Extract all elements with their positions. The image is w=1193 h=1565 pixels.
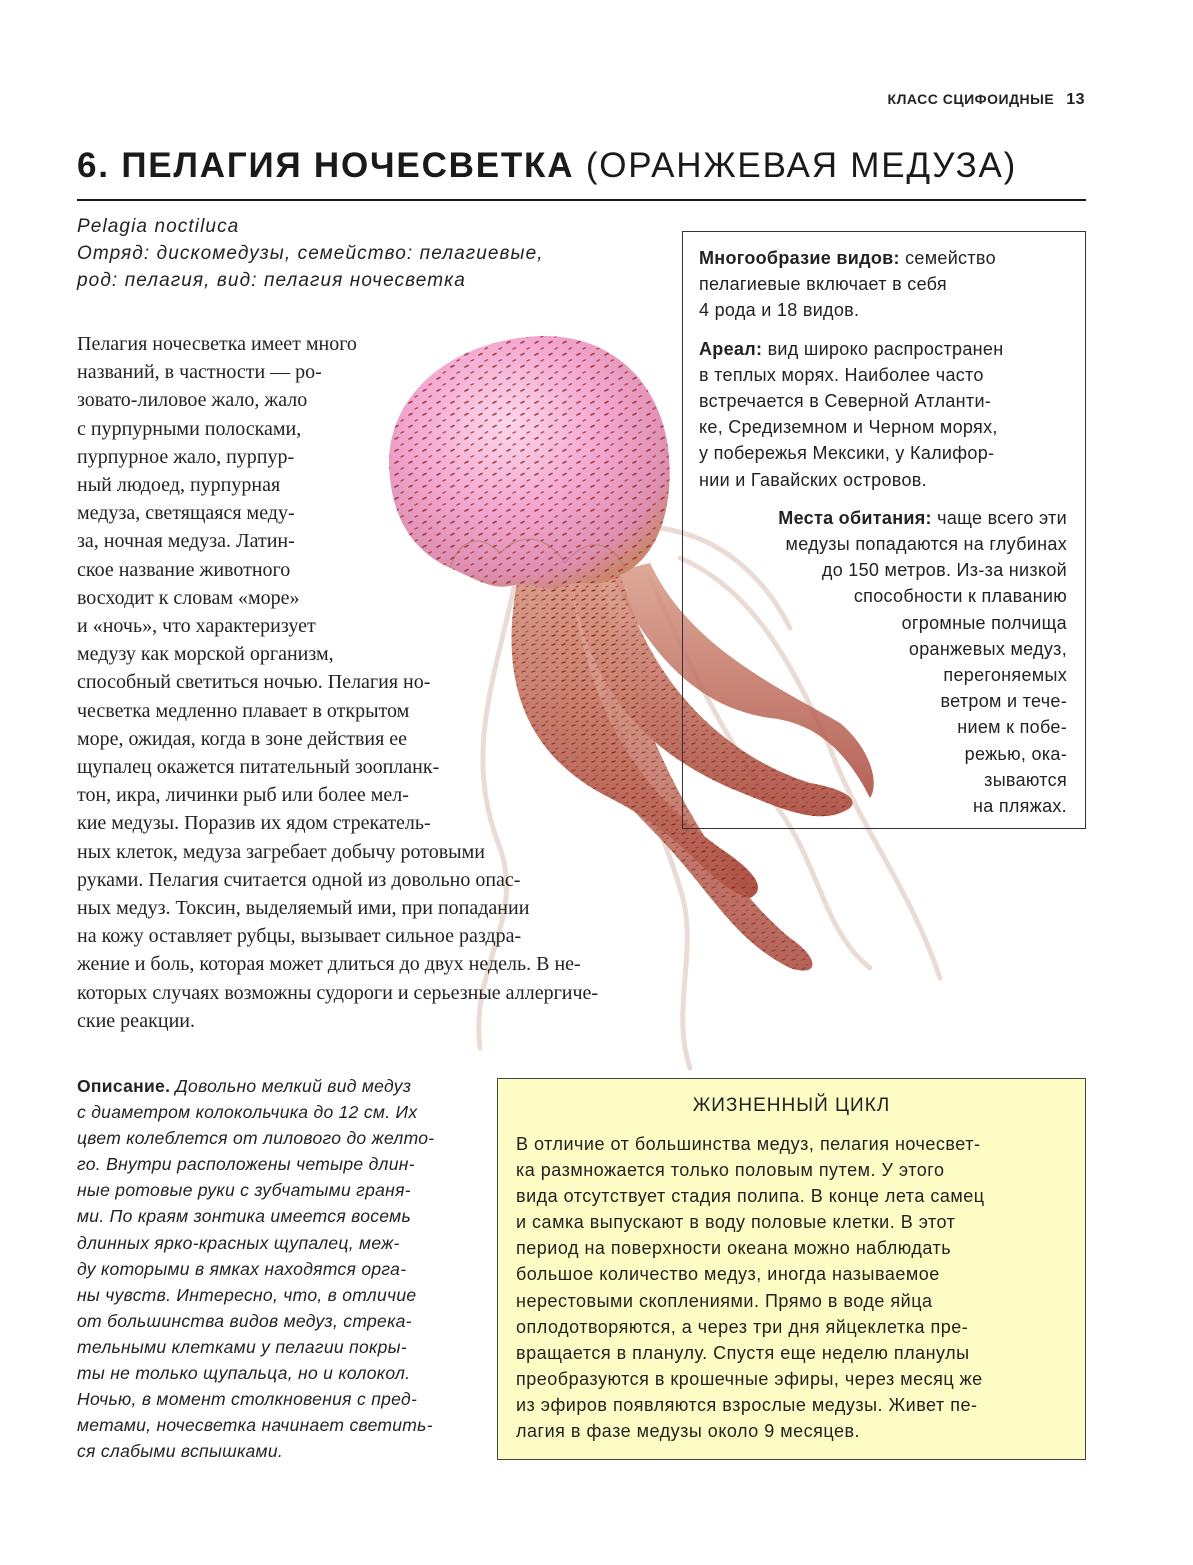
- fact-line: 4 рода и 18 видов.: [699, 300, 860, 321]
- text-line: тельными клетками у пелагии покры-: [77, 1336, 407, 1357]
- text-line: пурпурное жало, пурпур-: [77, 445, 295, 468]
- description-label: Описание.: [77, 1076, 171, 1096]
- text-line: го. Внутри расположены четыре длин-: [77, 1154, 415, 1175]
- text-line: ми. По краям зонтика имеется восемь: [77, 1206, 411, 1227]
- text-line: руками. Пелагия считается одной из довольно опас-: [77, 868, 521, 891]
- section-name: КЛАСС СЦИФОИДНЫЕ: [887, 91, 1055, 107]
- text-line: ные ротовые руки с зубчатыми граня-: [77, 1180, 411, 1201]
- text-line: вида отсутствует стадия полипа. В конце лета самец: [516, 1186, 985, 1207]
- fact-line: до 150 метров. Из-за низкой: [821, 560, 1067, 581]
- text-line: ны чувств. Интересно, что, в отличие: [77, 1284, 417, 1305]
- text-line: щупалец окажется питательный зоопланк-: [77, 756, 440, 779]
- taxonomy-line: род: пелагия, вид: пелагия ночесветка: [77, 270, 466, 291]
- fact-line: нии и Гавайских островов.: [699, 469, 927, 490]
- text-line: кие медузы. Поразив их ядом стрекатель-: [77, 812, 431, 835]
- fact-line: медузы попадаются на глубинах: [785, 534, 1067, 555]
- lifecycle-box: [497, 1078, 1086, 1460]
- text-line: тон, икра, личинки рыб или более мел-: [77, 784, 409, 807]
- diversity-fact: [699, 245, 1069, 324]
- text-line: период на поверхности океана можно наблюдать: [516, 1238, 952, 1259]
- range-label: Ареал:: [699, 338, 763, 359]
- lifecycle-text: [516, 1131, 985, 1444]
- habitat-fact: [699, 505, 1069, 819]
- lifecycle-title: ЖИЗНЕННЫЙ ЦИКЛ: [692, 1095, 891, 1116]
- fact-line: огромные полчища: [901, 612, 1067, 633]
- habitat-label: Места обитания:: [778, 507, 932, 528]
- fact-line: способности к плаванию: [853, 586, 1067, 607]
- fact-line: нием к побе-: [957, 717, 1067, 738]
- page-number: 13: [1066, 91, 1085, 108]
- text-line: ское название животного: [77, 558, 291, 581]
- fact-line: на пляжах.: [972, 796, 1067, 817]
- text-line: от большинства видов медуз, стрека-: [77, 1310, 412, 1331]
- fact-line: в теплых морях. Наиболее часто: [699, 364, 984, 385]
- text-line: Ночью, в момент столкновения с пред-: [77, 1389, 418, 1410]
- text-line: способный светиться ночью. Пелагия но-: [77, 671, 431, 694]
- text-line: на кожу оставляет рубцы, вызывает сильное раздра-: [77, 925, 522, 948]
- text-line: оплодотворяются, а через три дня яйцеклетка пре-: [516, 1316, 969, 1337]
- text-line: чесветка медленно плавает в открытом: [77, 699, 410, 722]
- text-line: Довольно мелкий вид медуз: [175, 1076, 412, 1096]
- latin-name: Pelagia noctiluca: [77, 216, 240, 237]
- text-line: Пелагия ночесветка имеет много: [77, 333, 357, 355]
- text-line: нерестовыми скоплениями. Прямо в воде яйца: [516, 1290, 933, 1311]
- fact-line: у побережья Мексики, у Калифор-: [699, 443, 995, 464]
- text-line: с диаметром колокольчика до 12 см. Их: [77, 1102, 418, 1123]
- text-line: ных медуз. Токсин, выделяемый ими, при попадании: [77, 897, 530, 920]
- fact-line: оранжевых медуз,: [908, 638, 1067, 659]
- fact-line: пелагиевые включает в себя: [699, 274, 947, 295]
- title-alt: (ОРАНЖЕВАЯ МЕДУЗА): [585, 146, 1018, 185]
- text-line: вращается в планулу. Спустя еще неделю планулы: [516, 1342, 970, 1363]
- text-line: названий, в частности — ро-: [77, 361, 322, 384]
- article-title: [77, 146, 1017, 186]
- text-line: ся слабыми вспышками.: [77, 1441, 284, 1462]
- text-line: море, ожидая, когда в зоне действия ее: [77, 727, 408, 750]
- facts-content: [699, 245, 1069, 819]
- fact-line: ке, Средиземном и Черном морях,: [699, 417, 998, 438]
- text-line: ка размножается только половым путем. У этого: [516, 1160, 945, 1181]
- text-line: и самка выпускают в воду половые клетки. В этот: [516, 1212, 956, 1233]
- text-line: большое количество медуз, иногда называемое: [516, 1264, 940, 1285]
- title-rule: [77, 199, 1086, 201]
- fact-line: чаще всего эти: [937, 507, 1067, 528]
- text-line: которых случаях возможны судороги и серьезные аллергиче-: [77, 981, 599, 1004]
- text-line: медуза, светящаяся меду-: [77, 502, 295, 525]
- text-line: за, ночная медуза. Латин-: [77, 530, 295, 553]
- taxonomy: [77, 213, 657, 294]
- title-main: 6. ПЕЛАГИЯ НОЧЕСВЕТКА: [77, 146, 575, 185]
- main-text: [77, 330, 598, 1035]
- text-line: цвет колеблется от лилового до желто-: [77, 1128, 435, 1149]
- text-line: ный людоед, пурпурная: [77, 474, 281, 497]
- fact-line: ветром и тече-: [940, 691, 1067, 712]
- text-line: ты не только щупальца, но и колокол.: [77, 1363, 411, 1384]
- fact-line: вид широко распространен: [767, 338, 1004, 359]
- text-line: ду которыми в ямках находятся орга-: [77, 1258, 407, 1279]
- text-line: ские реакции.: [77, 1009, 195, 1032]
- text-line: В отличие от большинства медуз, пелагия ночесвет-: [516, 1134, 981, 1154]
- taxonomy-line: Отряд: дискомедузы, семейство: пелагиевые,: [77, 243, 544, 264]
- text-line: зовато-лиловое жало, жало: [77, 389, 308, 412]
- description-section: [77, 1073, 487, 1464]
- text-line: с пурпурными полосками,: [77, 417, 302, 440]
- text-line: и «ночь», что характеризует: [77, 615, 316, 638]
- running-header: [888, 91, 1085, 109]
- fact-line: семейство: [905, 248, 996, 268]
- range-fact: [699, 336, 1069, 493]
- fact-line: зываются: [984, 769, 1067, 790]
- fact-line: встречается в Северной Атланти-: [699, 391, 992, 412]
- fact-line: перегоняемых: [943, 665, 1067, 686]
- diversity-label: Многообразие видов:: [699, 248, 900, 268]
- text-line: лагия в фазе медузы около 9 месяцев.: [516, 1421, 861, 1442]
- fact-line: режью, ока-: [964, 743, 1067, 764]
- text-line: ных клеток, медуза загребает добычу ротовыми: [77, 840, 485, 863]
- text-line: медузу как морской организм,: [77, 643, 334, 666]
- text-line: жение и боль, которая может длиться до двух недель. В не-: [77, 953, 581, 976]
- text-line: длинных ярко-красных щупалец, меж-: [77, 1232, 400, 1253]
- text-line: преобразуются в крошечные эфиры, через месяц же: [516, 1368, 983, 1389]
- text-line: метами, ночесветка начинает светить-: [77, 1415, 433, 1436]
- text-line: восходит к словам «море»: [77, 586, 300, 609]
- text-line: из эфиров появляются взрослые медузы. Живет пе-: [516, 1394, 978, 1415]
